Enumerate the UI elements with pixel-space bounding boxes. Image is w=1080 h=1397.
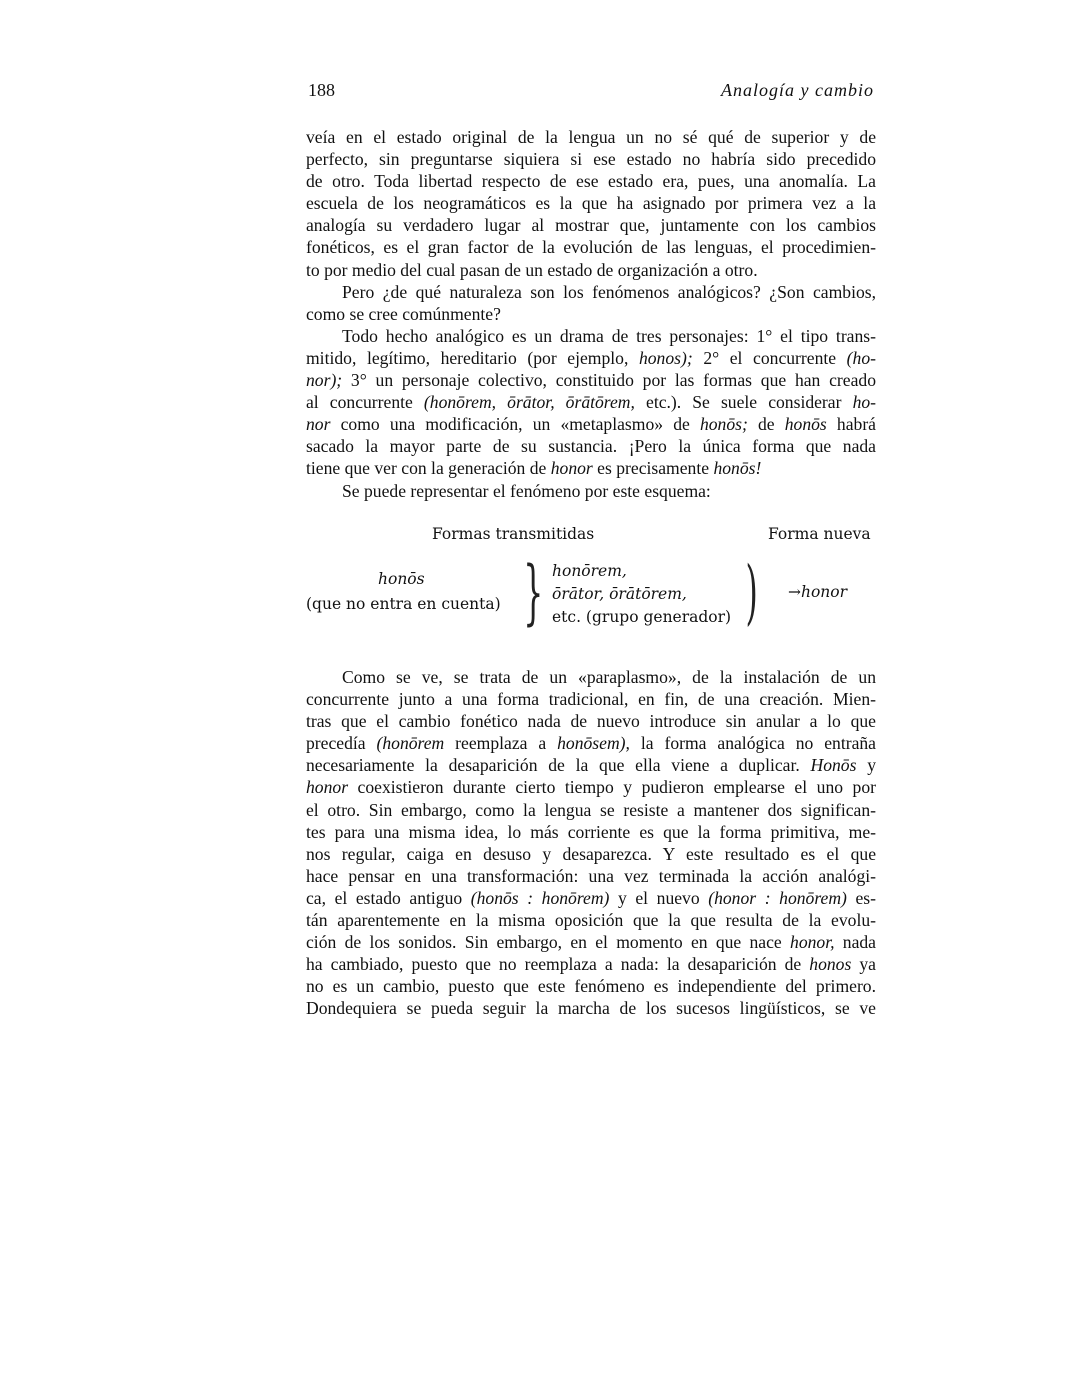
text-run: ha cambiado, puesto que no reemplaza a nada: la desaparición de (306, 954, 810, 975)
text-run: y el nuevo (609, 887, 709, 908)
text-line (306, 325, 876, 347)
text-run: ca, el estado antiguo (306, 887, 471, 908)
text-line (306, 413, 876, 435)
text-line (306, 236, 876, 258)
text-line (306, 931, 876, 953)
italic-term: honōs; (699, 414, 748, 435)
text-run: es precisamente (592, 458, 714, 479)
text-run: hace pensar en una transformación: una vez terminada la acción analógi- (306, 865, 876, 886)
text-run: de otro. Toda libertad respecto de ese estado era, pues, una anomalía. La (306, 171, 876, 192)
old-form: honōs (378, 570, 425, 588)
group-form-3: etc. (grupo generador) (552, 608, 732, 626)
text-run: mitido, legítimo, hereditario (por ejemplo, (306, 347, 639, 368)
text-run: precedía (306, 733, 377, 754)
text-run: fonéticos, es el gran factor de la evolución de las lenguas, el procedimien- (306, 237, 876, 258)
text-run: el otro. Sin embargo, como la lengua se resiste a mantener dos significan- (306, 799, 876, 820)
italic-term: (honor : honōrem) (708, 887, 847, 908)
text-line (306, 126, 876, 148)
old-form-note: (que no entra en cuenta) (306, 595, 501, 613)
text-line (306, 457, 876, 479)
heading-new-form: Forma nueva (768, 525, 871, 543)
italic-term: honos); (638, 347, 693, 368)
page-number: 188 (308, 80, 335, 100)
text-run: no es un cambio, puesto que este fenómeno es independiente del primero. (306, 976, 876, 997)
text-line (306, 887, 876, 909)
text-run: la forma analógica no entraña (629, 733, 876, 754)
text-line (306, 148, 876, 170)
text-run: nos regular, caiga en desuso y desaparezca. Y este resultado es el que (306, 843, 876, 864)
heading-transmitted-forms: Formas transmitidas (432, 525, 595, 543)
text-run: tes para una misma idea, lo más corriente es que la forma primitiva, me- (306, 821, 876, 842)
italic-term: Honōs (810, 755, 857, 776)
text-block-upper (306, 126, 876, 502)
text-run: tiene que ver con la generación de (306, 458, 551, 479)
text-line (306, 799, 876, 821)
text-line (306, 710, 876, 732)
text-line (306, 754, 876, 776)
text-run: Todo hecho analógico es un drama de tres personajes: 1° el tipo trans- (342, 325, 876, 346)
text-run: es- (846, 887, 876, 908)
group-form-1: honōrem, (552, 562, 627, 580)
text-run: ya (851, 954, 876, 975)
text-line (306, 170, 876, 192)
text-line (306, 369, 876, 391)
text-run: veía en el estado original de la lengua un no sé qué de superior y de (306, 127, 876, 147)
text-line (306, 391, 876, 413)
text-run: como una modificación, un «metaplasmo» de (330, 414, 700, 435)
text-run: escuela de los neogramáticos es la que ha asignado por primera vez a la (306, 193, 876, 214)
text-run: necesariamente la desaparición de la que ella viene a duplicar. (306, 755, 811, 776)
italic-term: (honōrem (376, 733, 445, 754)
italic-term: honōs (784, 414, 827, 435)
text-line (306, 347, 876, 369)
text-run: de (747, 414, 785, 435)
text-run: Se puede representar el fenómeno por este esquema: (342, 480, 711, 501)
italic-term: ho- (852, 392, 877, 413)
italic-term: (honōrem, ōrātor, ōrātōrem, (423, 392, 635, 413)
new-form: →honor (788, 583, 848, 601)
text-line (306, 843, 876, 865)
text-run: y (856, 755, 876, 776)
text-run: nada (834, 932, 876, 953)
running-title: Analogía y cambio (721, 80, 874, 100)
group-form-2: ōrātor, ōrātōrem, (552, 585, 687, 603)
text-block-lower (306, 666, 876, 1020)
text-run: analogía su verdadero lugar al mostrar que, juntamente con los cambios (306, 215, 876, 236)
text-run: reemplaza a (444, 733, 558, 754)
text-line (306, 776, 876, 798)
text-line (306, 821, 876, 843)
analogy-diagram (306, 525, 878, 635)
italic-term: honōs! (713, 458, 762, 479)
italic-term: honos (809, 954, 852, 975)
italic-term: nor (306, 414, 331, 435)
text-run: 2° el concurrente (692, 347, 847, 368)
text-line (306, 666, 876, 688)
text-run: ción de los sonidos. Sin embargo, en el momento en que nace (306, 932, 791, 953)
text-run: habrá (826, 414, 876, 435)
text-line (306, 997, 876, 1019)
text-run: coexistieron durante cierto tiempo y pudieron emplearse el uno por (348, 777, 876, 798)
text-run: sacado la mayor parte de su sustancia. ¡Pero la única forma que nada (306, 436, 876, 457)
text-line (306, 259, 876, 281)
text-line (306, 281, 876, 303)
italic-term: honor (306, 777, 349, 798)
text-run: Dondequiera se pueda seguir la marcha de los sucesos lingüísticos, se ve (306, 998, 876, 1019)
text-line (306, 975, 876, 997)
italic-term: honor, (790, 932, 835, 953)
italic-term: honor (550, 458, 593, 479)
text-run: Pero ¿de qué naturaleza son los fenómenos analógicos? ¿Son cambios, (342, 281, 876, 302)
text-line (306, 192, 876, 214)
text-line (306, 435, 876, 457)
italic-term: (honōs : honōrem) (470, 887, 610, 908)
italic-term: nor); (306, 370, 343, 391)
text-run: 3° un personaje colectivo, constituido por las formas que han creado (342, 370, 876, 391)
text-run: tras que el cambio fonético nada de nuevo introduce sin anular a lo que (306, 711, 876, 732)
text-line (306, 909, 876, 931)
text-run: como se cree comúnmente? (306, 303, 501, 324)
right-brace-icon: } (523, 551, 544, 633)
italic-term: (ho- (846, 347, 876, 368)
text-line (306, 303, 876, 325)
text-line (306, 480, 876, 502)
text-run: etc.). Se suele considerar (634, 392, 853, 413)
text-run: tán aparentemente en la misma oposición que la que resulta de la evolu- (306, 910, 876, 931)
text-line (306, 214, 876, 236)
text-line (306, 688, 876, 710)
italic-term: honōsem), (557, 733, 630, 754)
text-run: concurrente junto a una forma tradicional, en fin, de una creación. Mien- (306, 689, 876, 710)
text-run: al concurrente (306, 392, 424, 413)
text-line (306, 732, 876, 754)
text-line (306, 865, 876, 887)
text-line (306, 953, 876, 975)
text-run: Como se ve, se trata de un «paraplasmo», de la instalación de un (342, 667, 876, 687)
right-paren-icon: ) (745, 551, 758, 633)
text-run: to por medio del cual pasan de un estado de organización a otro. (306, 259, 758, 280)
text-run: perfecto, sin preguntarse siquiera si ese estado no habría sido precedido (306, 149, 876, 170)
